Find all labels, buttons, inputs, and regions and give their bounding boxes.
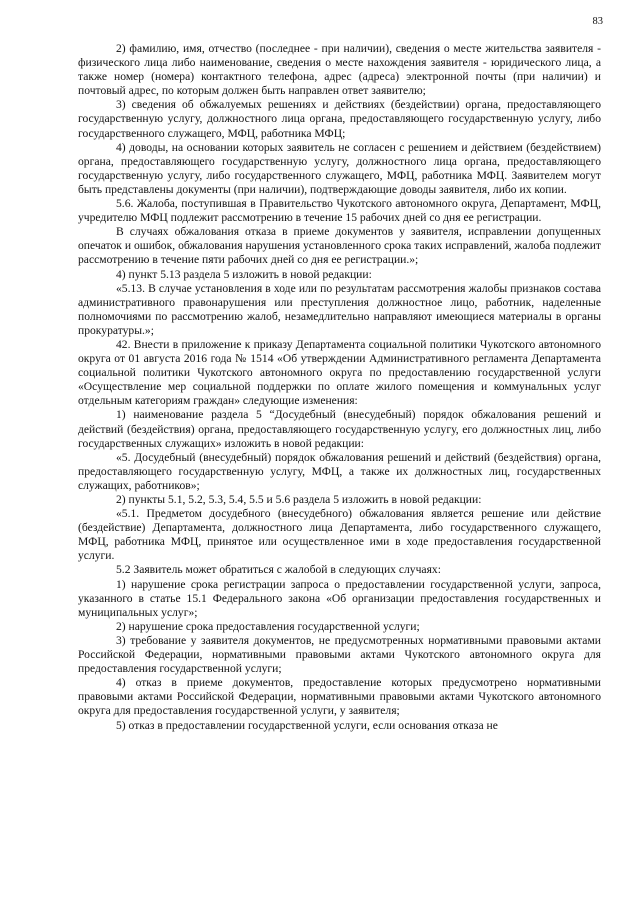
paragraph: 4) доводы, на основании которых заявитель не согласен с решением и действием (бездействием) органа, предоставляющего государственную услугу, должностного лица органа, предоставляющего государственную услугу, либо государственного служащего, МФЦ, работника МФЦ. Заявителем могут быть представлены документы (при наличии), подтверждающие доводы заявителя, либо их копии. — [78, 140, 601, 196]
paragraph: 2) пункты 5.1, 5.2, 5.3, 5.4, 5.5 и 5.6 раздела 5 изложить в новой редакции: — [116, 493, 482, 506]
paragraph: В случаях обжалования отказа в приеме документов у заявителя, исправлении допущенных опечаток и ошибок, обжалования нарушения установленного срока таких исправлений, жалоба подлежит рассмотрению в течение пяти рабочих дней со дня ее регистрации.»; — [78, 225, 601, 267]
paragraph: «5. Досудебный (внесудебный) порядок обжалования решений и действий (бездействия) органа, предоставляющего государственную услугу, МФЦ, а также их должностных лиц, государственных служащих, работников»; — [78, 450, 601, 492]
paragraph: 5.2 Заявитель может обратиться с жалобой в следующих случаях: — [116, 563, 441, 577]
paragraph: 1) наименование раздела 5 “Досудебный (внесудебный) порядок обжалования решений и действий (бездействия) органа, предоставляющего государственную услугу, его должностных лиц, либо государственных служащих» изложить в новой редакции: — [78, 408, 601, 450]
paragraph: «5.13. В случае установления в ходе или по результатам рассмотрения жалобы признаков состава административного правонарушения или преступления должностное лицо, работник, наделенные полномочиями по рассмотрению жалоб, незамедлительно направляют имеющиеся материалы в органы прокуратуры.»; — [78, 281, 601, 337]
paragraph: 42. Внести в приложение к приказу Департамента социальной политики Чукотского автономного округа от 01 августа 2016 года № 1514 «Об утверждении Административного регламента Департамента социальной политики Чукотского автономного округа по предоставлению государственной услуги «Осуществление мер социальной поддержки по оплате жилого помещения и коммунальных услуг отдельным категориям граждан» следующие изменения: — [78, 337, 601, 408]
paragraph: 3) требование у заявителя документов, не предусмотренных нормативными правовыми актами Российской Федерации, нормативными правовыми актами Чукотского автономного округа для предоставления государственной услуги; — [78, 633, 601, 676]
paragraph: 4) пункт 5.13 раздела 5 изложить в новой редакции: — [116, 267, 372, 281]
paragraph: 2) фамилию, имя, отчество (последнее - при наличии), сведения о месте жительства заявителя - физического лица либо наименование, сведения о месте нахождения заявителя - юридического лица, а также номер (номера) контактного телефона, адрес (адреса) электронной почты (при наличии) и почтовый адрес, по которым должен быть направлен ответ заявителю; — [78, 42, 601, 98]
paragraph: 5) отказ в предоставлении государственной услуги, если основания отказа не — [116, 718, 498, 732]
paragraph: 2) нарушение срока предоставления государственной услуги; — [116, 619, 420, 633]
paragraph: 4) отказ в приеме документов, предоставление которых предусмотрено нормативными правовыми актами Российской Федерации, нормативными правовыми актами Чукотского автономного округа для предоставления государственной услуги, у заявителя; — [78, 676, 601, 718]
page-number: 83 — [592, 16, 603, 27]
document-body — [78, 42, 601, 733]
paragraph: «5.1. Предметом досудебного (внесудебного) обжалования является решение или действие (бездействие) Департамента, должностного лица Департамента, либо государственного служащего, МФЦ, работника МФЦ, принятое или осуществленное ими в ходе предоставления государственной услуги. — [78, 507, 601, 563]
paragraph: 5.6. Жалоба, поступившая в Правительство Чукотского автономного округа, Департамент, МФЦ, учредителю МФЦ подлежит рассмотрению в течение 15 рабочих дней со дня ее регистрации. — [78, 197, 601, 225]
paragraph: 3) сведения об обжалуемых решениях и действиях (бездействии) органа, предоставляющего государственную услугу, должностного лица органа, предоставляющего государственную услугу, либо государственного служащего, МФЦ, работника МФЦ; — [78, 98, 601, 140]
paragraph: 1) нарушение срока регистрации запроса о предоставлении государственной услуги, запроса, указанного в статье 15.1 Федерального закона «Об организации предоставления государственных и муниципальных услуг»; — [78, 577, 601, 619]
